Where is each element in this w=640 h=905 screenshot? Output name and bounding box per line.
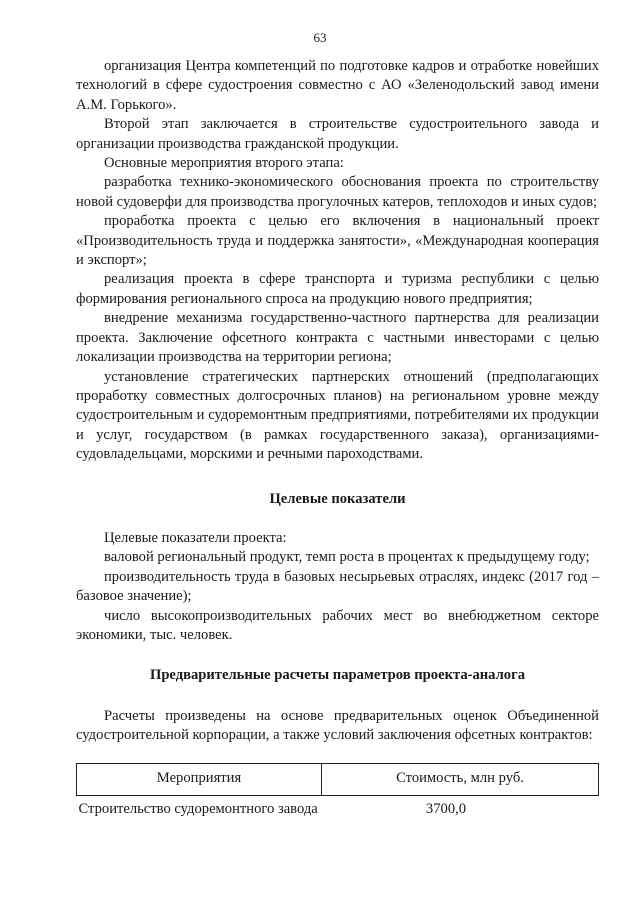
table-row: [77, 795, 599, 819]
paragraph: валовой региональный продукт, темп роста в процентах к предыдущему году;: [104, 549, 590, 566]
section-heading-calculations: Предварительные расчеты параметров проекта-аналога: [149, 667, 526, 684]
table-cell: Строительство судоремонтного завода: [78, 800, 318, 817]
paragraph: Целевые показатели проекта:: [104, 529, 287, 546]
section-heading-targets: Целевые показатели: [269, 490, 406, 507]
paragraph: внедрение механизма государственно-частного партнерства для реализации проекта. Заключение офсетного контракта с частными инвесторами с целью локализации производства на территории региона;: [76, 310, 599, 366]
paragraph: организация Центра компетенций по подготовке кадров и отработке новейших технологий в сфере судостроения совместно с АО «Зеленодольский завод имени А.М. Горького».: [76, 58, 599, 113]
paragraph: разработка технико-экономического обоснования проекта по строительству новой судоверфи для производства прогулочных катеров, теплоходов и иных судов;: [76, 174, 599, 210]
paragraph: установление стратегических партнерских отношений (предполагающих проработку совместных долгосрочных планов) на региональном уровне между судостроительным и судоремонтным предприятиями, потребителями их продукции и услуг, государством (в рамках государственного заказа), организациями-судовладельцами, морскими и речными пароходствами.: [76, 368, 599, 463]
paragraph: число высокопроизводительных рабочих мест во внебюджетном секторе экономики, тыс. человек.: [76, 607, 599, 643]
paragraph: производительность труда в базовых несырьевых отраслях, индекс (2017 год – базовое значение);: [76, 568, 599, 605]
table-header-cell: Мероприятия: [77, 763, 322, 795]
page-number: 63: [313, 30, 327, 45]
cost-table: [76, 763, 599, 819]
paragraph: Расчеты произведены на основе предварительных оценок Объединенной судостроительной корпорации, а также условий заключения офсетных контрактов:: [76, 707, 599, 744]
document-body: [76, 57, 599, 819]
table-header-row: [77, 763, 599, 795]
table-header-cell: Стоимость, млн руб.: [322, 763, 599, 795]
paragraph: проработка проекта с целью его включения в национальный проект «Производительность труда и поддержка занятости», «Международная кооперация и экспорт»;: [76, 213, 599, 269]
paragraph: Основные мероприятия второго этапа:: [104, 155, 344, 172]
paragraph: Второй этап заключается в строительстве судостроительного завода и организации производства гражданской продукции.: [76, 116, 599, 152]
paragraph: реализация проекта в сфере транспорта и туризма республики с целью формирования регионального спроса на продукцию нового предприятия;: [76, 271, 599, 307]
table-cell: 3700,0: [425, 800, 467, 817]
